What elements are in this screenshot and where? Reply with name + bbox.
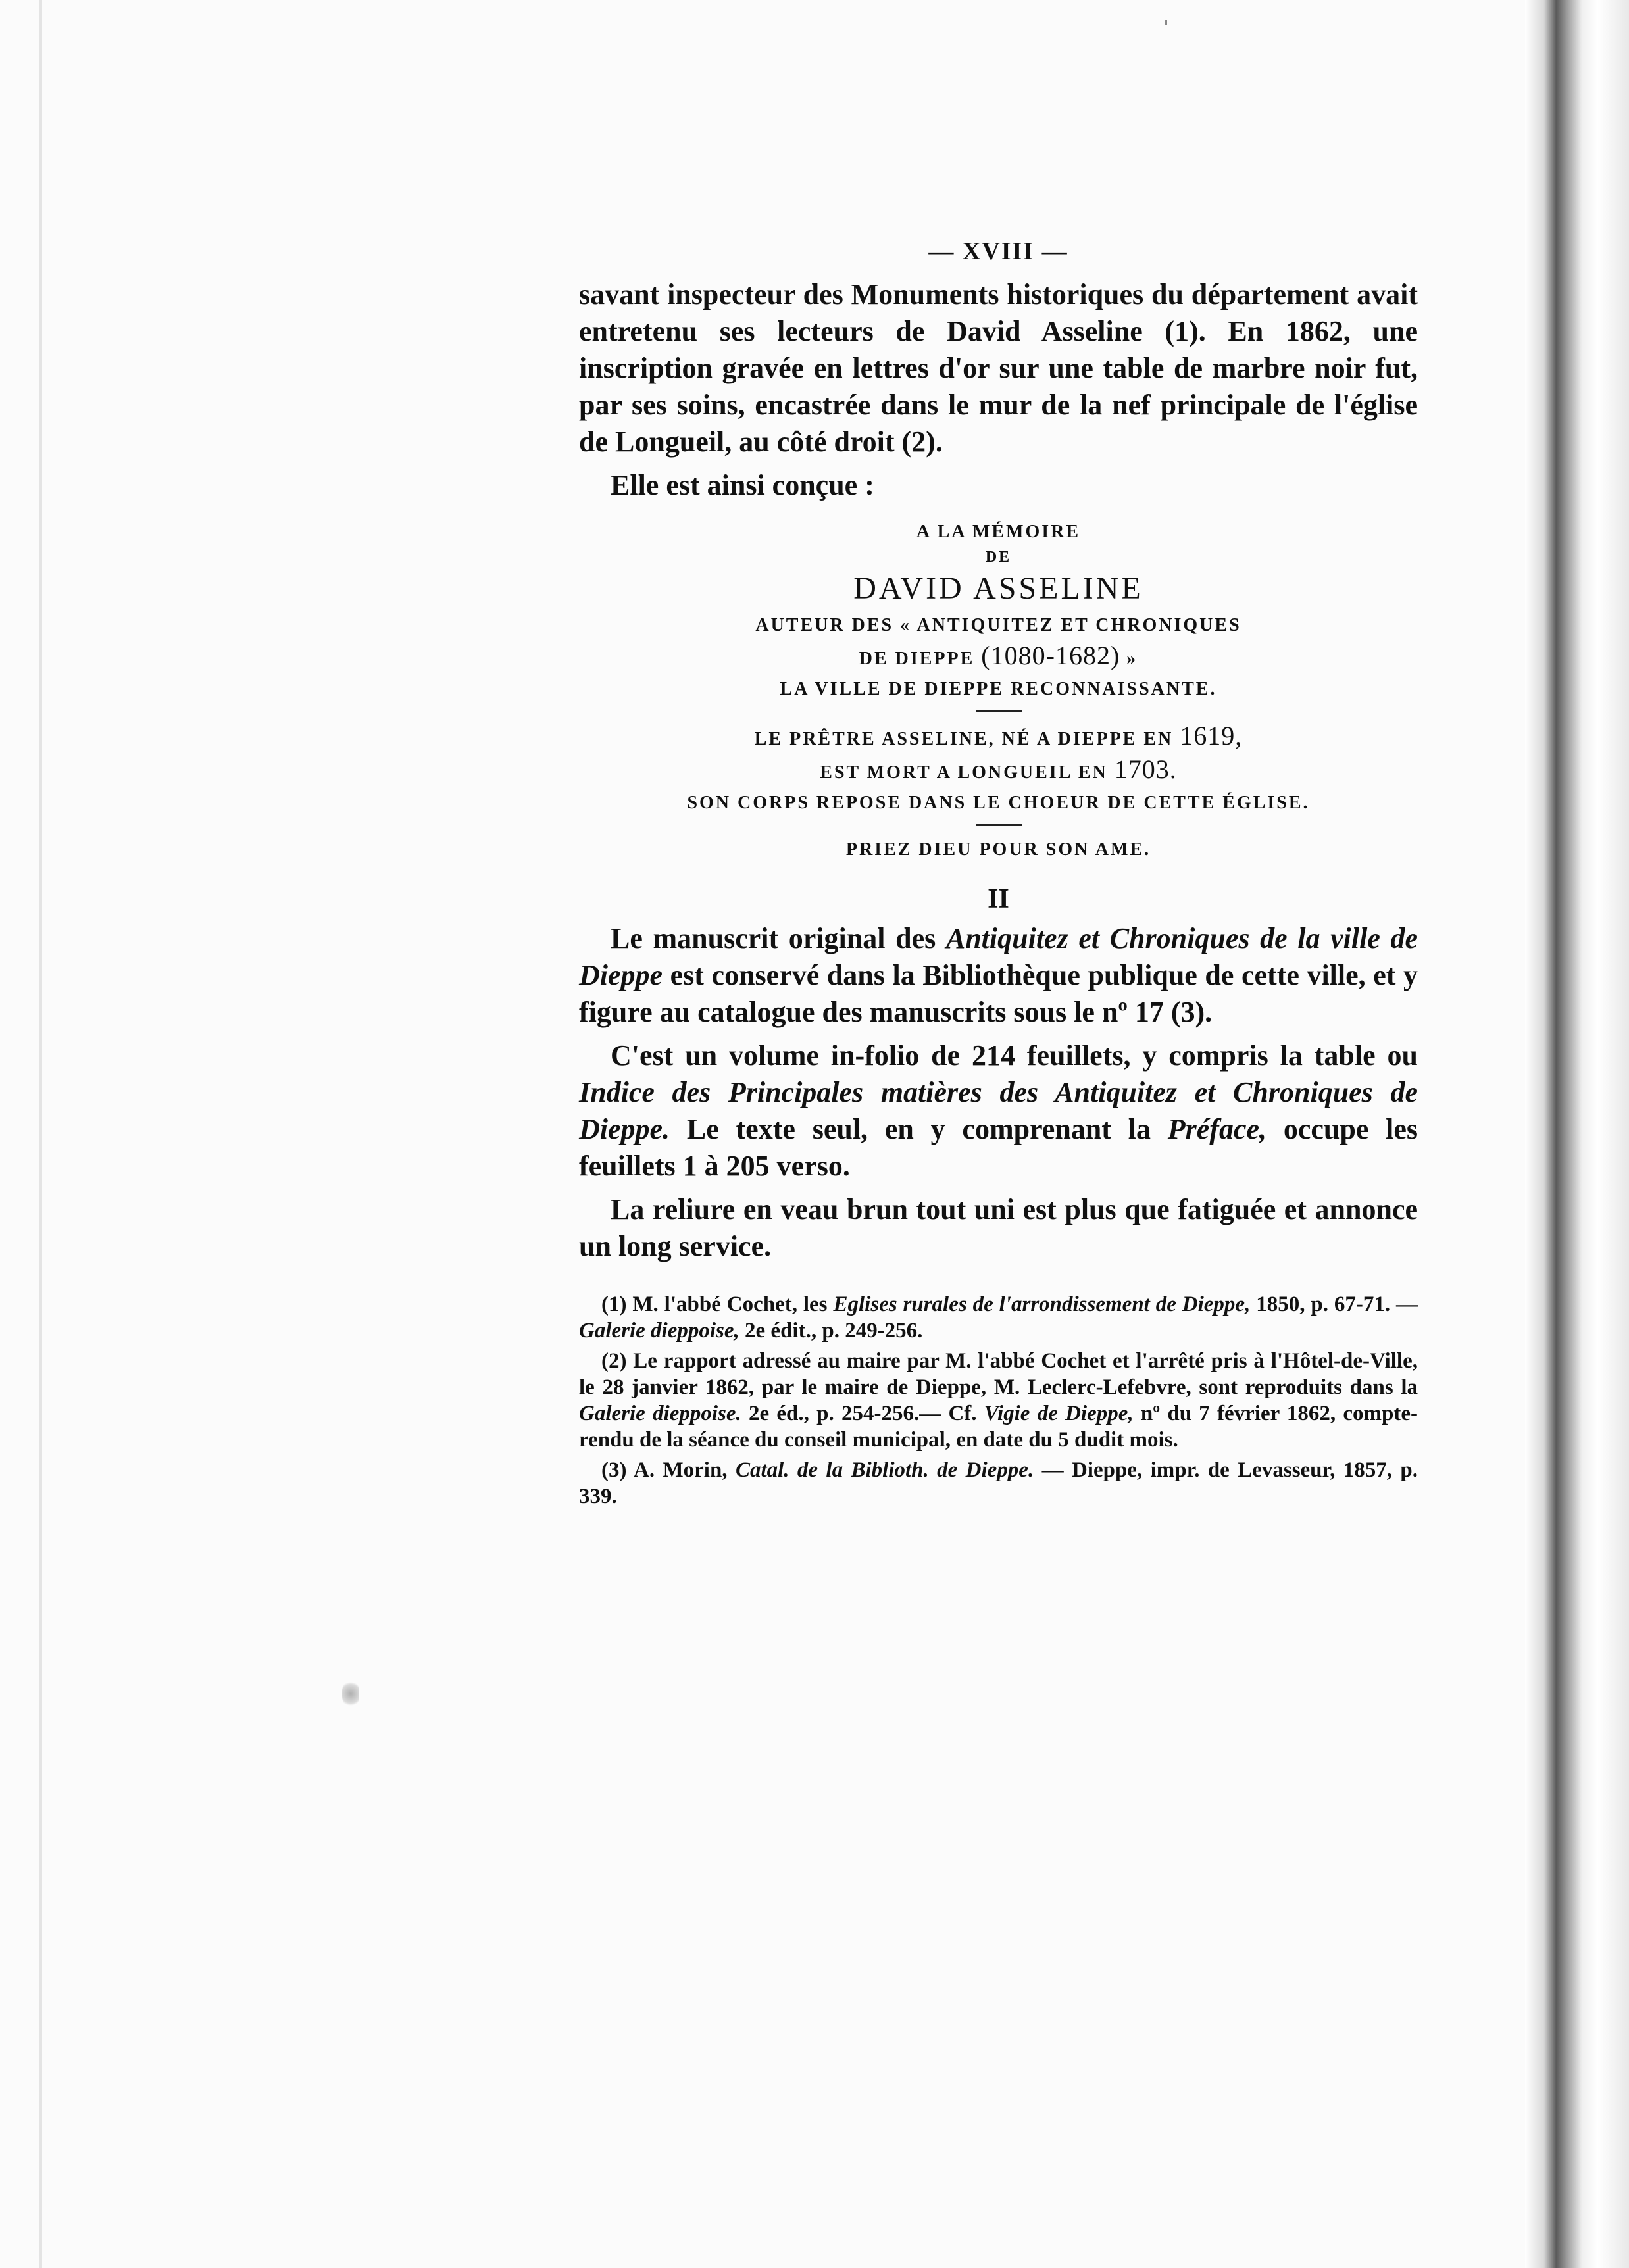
text-run: Le texte seul, en y comprenant la	[686, 1113, 1151, 1145]
section-paragraph-1	[579, 920, 1418, 1031]
italic-title: Galerie dieppoise,	[579, 1319, 739, 1343]
text-run: (2) Le rapport adressé au maire par M. l'abbé Cochet et l'arrêté pris à l'Hôtel-de-Ville, le 28 janvier 1862, par le maire de Dieppe, M. Leclerc-Lefebvre, sont reproduits dans la	[579, 1349, 1418, 1399]
italic-title: Galerie dieppoise.	[579, 1402, 741, 1425]
text-run: 2e édit., p. 249-256.	[745, 1319, 923, 1343]
scan-speck	[1165, 20, 1167, 25]
italic-title: Vigie de Dieppe,	[984, 1402, 1134, 1425]
text-run: C'est un volume in-folio de 214 feuillets, y compris la table ou	[611, 1039, 1418, 1072]
inscription-line: A LA MÉMOIRE	[916, 522, 1081, 542]
binding-shadow	[1525, 0, 1629, 2268]
inscription-rule	[976, 710, 1022, 712]
section-numeral: II	[988, 884, 1009, 914]
inscription-rule	[976, 824, 1022, 826]
text-run: 1850, p. 67-71. —	[1256, 1293, 1418, 1316]
inscription-text: DE DIEPPE	[859, 649, 975, 669]
footnote-2	[579, 1348, 1418, 1453]
text-run: (3) A. Morin,	[601, 1458, 728, 1482]
running-head: — XVIII —	[928, 237, 1068, 265]
body-paragraph-1: savant inspecteur des Monuments historiques du département avait entretenu ses lecteurs de David Asseline (1). En 1862, une inscription gravée en lettres d'or sur une table de marbre noir fut, par ses soins, encastrée dans le mur de la nef principale de l'église de Longueil, au côté droit (2).	[579, 278, 1418, 458]
inscription-line: AUTEUR DES « ANTIQUITEZ ET CHRONIQUES	[755, 615, 1241, 635]
inscription-line	[579, 721, 1418, 754]
inscription-text: »	[1126, 649, 1138, 669]
page-left-edge	[39, 0, 42, 2268]
text-run: (1) M. l'abbé Cochet, les	[601, 1293, 828, 1316]
italic-title: Catal. de la Biblioth. de Dieppe.	[735, 1458, 1034, 1482]
inscription-name: DAVID ASSELINE	[853, 571, 1143, 606]
text-run: Le manuscrit original des	[611, 922, 936, 954]
inscription-line	[579, 754, 1418, 788]
inscription-text: EST MORT A LONGUEIL EN	[820, 762, 1108, 783]
italic-title: Antiquitez et Chroniques de la ville de Dieppe	[579, 922, 1418, 991]
ink-smudge	[342, 1681, 359, 1707]
text-block	[579, 237, 1418, 1514]
footnote-3	[579, 1457, 1418, 1510]
italic-title: Préface,	[1167, 1113, 1267, 1145]
inscription-line: DE	[985, 549, 1012, 566]
inscription-line	[579, 641, 1418, 674]
inscription	[579, 517, 1418, 865]
italic-title: Indice des Principales matières des Antiquitez et Chroniques de Dieppe.	[579, 1076, 1418, 1145]
section-paragraph-2	[579, 1037, 1418, 1185]
text-run: — Dieppe, impr. de Levasseur, 1857, p. 339.	[579, 1458, 1418, 1508]
inscription-line: SON CORPS REPOSE DANS LE CHOEUR DE CETTE ÉGLISE.	[687, 793, 1310, 813]
inscription-dates: (1080-1682)	[981, 641, 1120, 670]
text-run: occupe les feuillets 1 à 205 verso.	[579, 1113, 1418, 1182]
text-run: nº du 7 février 1862, compte-rendu de la séance du conseil municipal, en date du 5 dudit mois.	[579, 1402, 1418, 1452]
inscription-line: PRIEZ DIEU POUR SON AME.	[845, 839, 1151, 860]
italic-title: Eglises rurales de l'arrondissement de Dieppe,	[833, 1293, 1251, 1316]
footnotes	[579, 1291, 1418, 1510]
inscription-year: 1703.	[1114, 754, 1177, 784]
text-run: est conservé dans la Bibliothèque publique de cette ville, et y figure au catalogue des manuscrits sous le nº 17 (3).	[579, 959, 1418, 1028]
body-paragraph-2: Elle est ainsi conçue :	[611, 469, 874, 501]
section-paragraph-3: La reliure en veau brun tout uni est plus que fatiguée et annonce un long service.	[579, 1193, 1418, 1262]
inscription-text: LE PRÊTRE ASSELINE, NÉ A DIEPPE EN	[754, 729, 1174, 749]
inscription-line: LA VILLE DE DIEPPE RECONNAISSANTE.	[780, 679, 1217, 699]
text-run: 2e éd., p. 254-256.— Cf.	[749, 1402, 977, 1425]
inscription-year: 1619,	[1180, 721, 1243, 751]
footnote-1	[579, 1291, 1418, 1344]
